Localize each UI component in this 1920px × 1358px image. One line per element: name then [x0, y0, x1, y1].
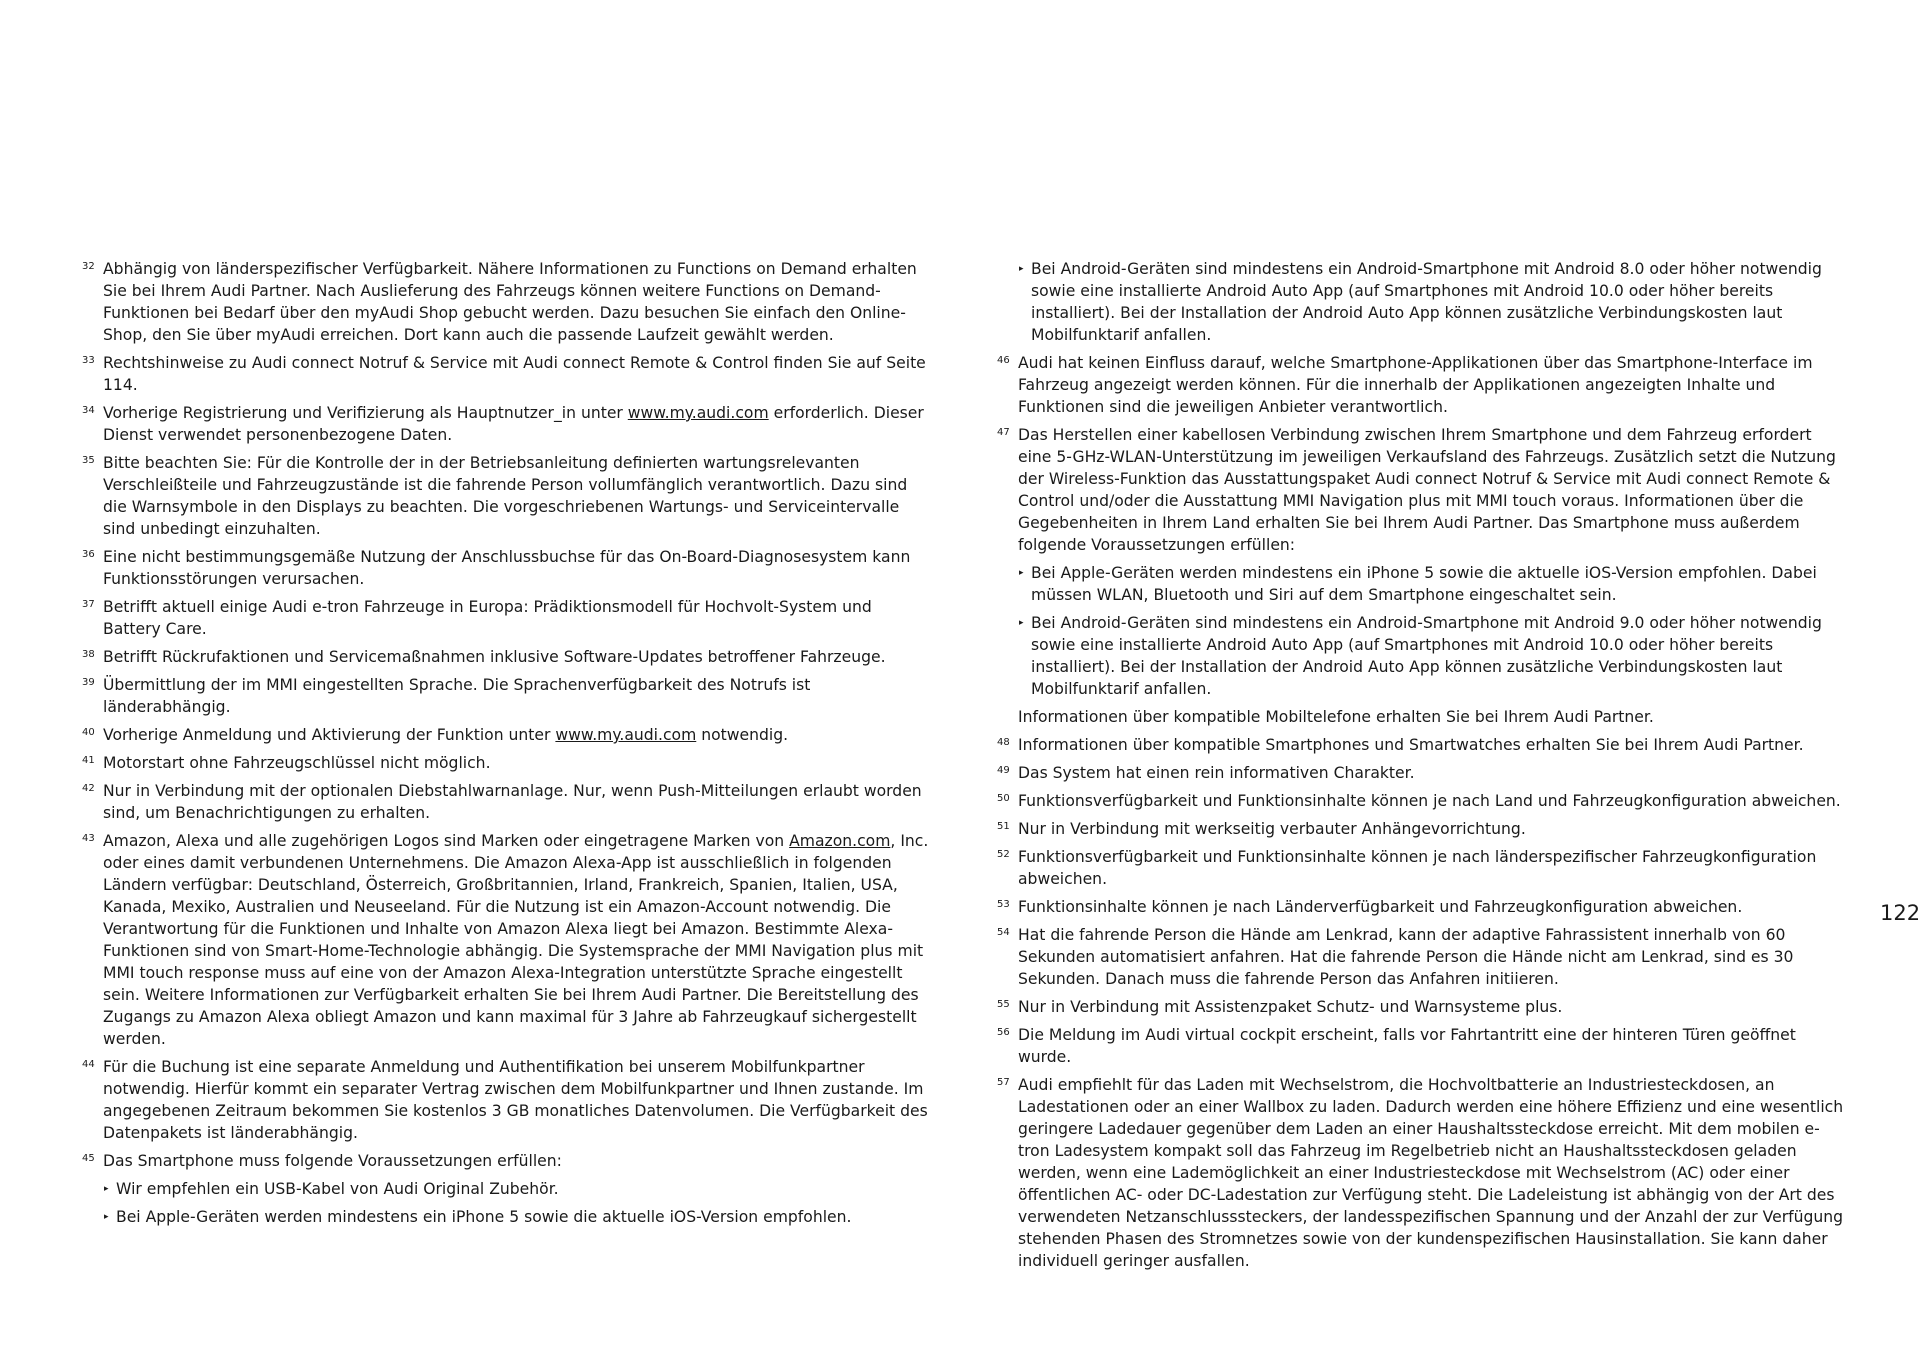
footnote-number: 55	[997, 999, 1010, 1010]
footnote-number: 40	[82, 727, 95, 738]
footnote-number: 49	[997, 765, 1010, 776]
footnote-number: 48	[997, 737, 1010, 748]
footnote-57	[997, 1074, 1845, 1272]
footnote-text-before: Amazon, Alexa und alle zugehörigen Logos sind Marken oder eingetragene Marken von	[103, 832, 790, 850]
footnote-55	[997, 996, 1845, 1018]
footnote-number: 35	[82, 455, 95, 466]
footnote-47	[997, 424, 1845, 728]
footnote-text: Informationen über kompatible Smartphones und Smartwatches erhalten Sie bei Ihrem Audi Partner.	[1018, 736, 1804, 754]
footnote-text: Nur in Verbindung mit der optionalen Diebstahlwarnanlage. Nur, wenn Push-Mitteilungen erlaubt worden sind, um Benachrichtigungen zu erhalten.	[103, 782, 922, 822]
footnote-text: Betrifft Rückrufaktionen und Servicemaßnahmen inklusive Software-Updates betroffener Fahrzeuge.	[103, 648, 886, 666]
footnote-56	[997, 1024, 1845, 1068]
footnote-text-after-list: Informationen über kompatible Mobiltelefone erhalten Sie bei Ihrem Audi Partner.	[1018, 708, 1654, 726]
footnote-text-after: , Inc. oder eines damit verbundenen Unternehmens. Die Amazon Alexa-App ist ausschließlich in folgenden Ländern verfügbar: Deutschland, Österreich, Großbritannien, Irland, Frankreich, Spanien, Italien, USA, Kanada, Mexiko, Australien und Neuseeland. Für die Nutzung ist ein Amazon-Account notwendig. Die Verantwortung für die Funktionen und Inhalte von Amazon Alexa liegt bei Amazon. Bestimmte Alexa-Funktionen sind von Smart-Home-Technologie abhängig. Die Systemsprache der MMI Navigation plus mit MMI touch response muss auf eine von der Amazon Alexa-Integration unterstützte Sprache eingestellt sein. Weitere Informationen zur Verfügbarkeit erhalten Sie bei Ihrem Audi Partner. Die Bereitstellung des Zugangs zu Amazon Alexa obliegt Amazon und kann maximal für 3 Jahre ab Fahrzeugkauf sichergestellt werden.	[103, 832, 929, 1048]
footnote-number: 42	[82, 783, 95, 794]
footnote-41	[82, 752, 932, 774]
bullet-triangle-icon: ▸	[104, 1184, 109, 1194]
footnote-text: Eine nicht bestimmungsgemäße Nutzung der Anschlussbuchse für das On-Board-Diagnosesystem kann Funktionsstörungen verursachen.	[103, 548, 911, 588]
footnote-text: Audi empfiehlt für das Laden mit Wechselstrom, die Hochvoltbatterie an Industriesteckdosen, an Ladestationen oder an einer Wallbox zu laden. Dadurch werden eine höhere Effizienz und eine wesentlich geringere Ladedauer gegenüber dem Laden an einer Haushaltssteckdose erreicht. Mit dem mobilen e-tron Ladesystem kompakt soll das Fahrzeug im Regelbetrieb nicht an Haushaltssteckdosen geladen werden, wenn eine Lademöglichkeit an einer Industriesteckdose mit Wechselstrom (AC) oder einer öffentlichen AC- oder DC-Ladestation zur Verfügung steht. Die Ladeleistung ist abhängig von der Art des verwendeten Netzanschlusssteckers, der landesspezifischen Spannung und der Anzahl der zur Verfügung stehenden Phasen des Stromnetzes sowie von der kundenspezifischen Hausinstallation. Sie kann daher individuell geringer ausfallen.	[1018, 1076, 1844, 1270]
footnote-text: Funktionsverfügbarkeit und Funktionsinhalte können je nach länderspezifischer Fahrzeugkonfiguration abweichen.	[1018, 848, 1817, 888]
footnote-number: 38	[82, 649, 95, 660]
footnote-text	[103, 830, 932, 1050]
footnote-number: 32	[82, 261, 95, 272]
footnote-32	[82, 258, 932, 346]
footnote-number: 33	[82, 355, 95, 366]
footnote-38	[82, 646, 932, 668]
footnote-54	[997, 924, 1845, 990]
footnote-52	[997, 846, 1845, 890]
bullet-text: Bei Android-Geräten sind mindestens ein Android-Smartphone mit Android 9.0 oder höher notwendig sowie eine installierte Android Auto App (auf Smartphones mit Android 10.0 oder höher bereits installiert). Bei der Installation der Android Auto App können zusätzliche Verbindungskosten laut Mobilfunktarif anfallen.	[1031, 614, 1822, 698]
bullet-list	[103, 1178, 932, 1228]
footnotes-right-column	[997, 258, 1845, 1278]
bullet-text: Bei Apple-Geräten werden mindestens ein iPhone 5 sowie die aktuelle iOS-Version empfohlen. Dabei müssen WLAN, Bluetooth und Siri auf dem Smartphone eingeschaltet sein.	[1031, 564, 1817, 604]
footnote-number: 53	[997, 899, 1010, 910]
bullet-text: Bei Android-Geräten sind mindestens ein Android-Smartphone mit Android 8.0 oder höher notwendig sowie eine installierte Android Auto App (auf Smartphones mit Android 10.0 oder höher bereits installiert). Bei der Installation der Android Auto App können zusätzliche Verbindungskosten laut Mobilfunktarif anfallen.	[1031, 260, 1822, 344]
footnote-number: 43	[82, 833, 95, 844]
bullet-item	[1018, 612, 1845, 700]
footnote-text: Bitte beachten Sie: Für die Kontrolle der in der Betriebsanleitung definierten wartungsrelevanten Verschleißteile und Fahrzeugzustände ist die fahrende Person vollumfänglich verantwortlich. Dazu sind die Warnsymbole in den Displays zu beachten. Die vorgeschriebenen Wartungs- und Serviceintervalle sind unbedingt einzuhalten.	[103, 454, 908, 538]
bullet-item	[1018, 562, 1845, 606]
footnote-number: 44	[82, 1059, 95, 1070]
bullet-item	[103, 1206, 932, 1228]
footnote-49	[997, 762, 1845, 784]
footnote-number: 41	[82, 755, 95, 766]
footnote-text: Das Herstellen einer kabellosen Verbindung zwischen Ihrem Smartphone und dem Fahrzeug erfordert eine 5-GHz-WLAN-Unterstützung im jeweiligen Verkaufsland des Fahrzeugs. Zusätzlich setzt die Nutzung der Wireless-Funktion das Ausstattungspaket Audi connect Notruf & Service mit Audi connect Remote & Control und/oder die Ausstattung MMI Navigation plus mit MMI touch voraus. Informationen über die Gegebenheiten in Ihrem Land erhalten Sie bei Ihrem Audi Partner. Das Smartphone muss außerdem folgende Voraussetzungen erfüllen:	[1018, 426, 1836, 554]
footnote-text: Nur in Verbindung mit Assistenzpaket Schutz- und Warnsysteme plus.	[1018, 998, 1563, 1016]
footnote-text: Für die Buchung ist eine separate Anmeldung und Authentifikation bei unserem Mobilfunkpartner notwendig. Hierfür kommt ein separater Vertrag zwischen dem Mobilfunkpartner und Ihnen zustande. Im angegebenen Zeitraum bekommen Sie kostenlos 3 GB monatliches Datenvolumen. Die Verfügbarkeit des Datenpakets ist länderabhängig.	[103, 1058, 928, 1142]
footnote-number: 50	[997, 793, 1010, 804]
footnote-text: Funktionsinhalte können je nach Länderverfügbarkeit und Fahrzeugkonfiguration abweichen.	[1018, 898, 1743, 916]
my-audi-link[interactable]: www.my.audi.com	[627, 404, 769, 422]
footnote-text-after: notwendig.	[696, 726, 789, 744]
bullet-list	[1018, 562, 1845, 700]
bullet-triangle-icon: ▸	[1019, 568, 1024, 578]
footnote-text: Audi hat keinen Einfluss darauf, welche Smartphone-Applikationen über das Smartphone-Interface im Fahrzeug angezeigt werden können. Für die innerhalb der Applikationen angezeigten Inhalte und Funktionen sind die jeweiligen Anbieter verantwortlich.	[1018, 354, 1813, 416]
footnotes-left-column	[82, 258, 932, 1234]
bullet-list	[1018, 258, 1845, 346]
footnote-34	[82, 402, 932, 446]
footnote-33	[82, 352, 932, 396]
footnote-text: Abhängig von länderspezifischer Verfügbarkeit. Nähere Informationen zu Functions on Demand erhalten Sie bei Ihrem Audi Partner. Nach Auslieferung des Fahrzeugs können weitere Functions on Demand-Funktionen bei Bedarf über den myAudi Shop gebucht werden. Dazu besuchen Sie einfach den Online-Shop, den Sie über myAudi erreichen. Dort kann auch die passende Laufzeit gewählt werden.	[103, 260, 917, 344]
footnote-number: 52	[997, 849, 1010, 860]
footnote-number: 46	[997, 355, 1010, 366]
footnote-text: Übermittlung der im MMI eingestellten Sprache. Die Sprachenverfügbarkeit des Notrufs ist länderabhängig.	[103, 676, 811, 716]
footnote-36	[82, 546, 932, 590]
footnote-39	[82, 674, 932, 718]
bullet-text: Bei Apple-Geräten werden mindestens ein iPhone 5 sowie die aktuelle iOS-Version empfohlen.	[116, 1208, 852, 1226]
footnote-number: 39	[82, 677, 95, 688]
footnote-48	[997, 734, 1845, 756]
my-audi-link[interactable]: www.my.audi.com	[555, 726, 697, 744]
footnote-number: 36	[82, 549, 95, 560]
footnote-text: Das System hat einen rein informativen Charakter.	[1018, 764, 1415, 782]
footnote-53	[997, 896, 1845, 918]
footnote-51	[997, 818, 1845, 840]
footnote-42	[82, 780, 932, 824]
footnote-text	[103, 402, 932, 446]
bullet-triangle-icon: ▸	[104, 1212, 109, 1222]
footnote-44	[82, 1056, 932, 1144]
footnote-35	[82, 452, 932, 540]
page-number: 122	[1880, 901, 1920, 925]
bullet-item	[103, 1178, 932, 1200]
footnote-text-before: Vorherige Registrierung und Verifizierung als Hauptnutzer_in unter	[103, 404, 628, 422]
bullet-triangle-icon: ▸	[1019, 264, 1024, 274]
footnote-45	[82, 1150, 932, 1228]
footnote-text-before: Vorherige Anmeldung und Aktivierung der Funktion unter	[103, 726, 556, 744]
bullet-triangle-icon: ▸	[1019, 618, 1024, 628]
footnote-43	[82, 830, 932, 1050]
footnote-37	[82, 596, 932, 640]
footnote-50	[997, 790, 1845, 812]
footnote-text: Motorstart ohne Fahrzeugschlüssel nicht möglich.	[103, 754, 491, 772]
footnote-number: 54	[997, 927, 1010, 938]
footnote-text-after: erforderlich. Dieser Dienst verwendet personenbezogene Daten.	[103, 404, 924, 444]
footnote-45-continued	[997, 258, 1845, 346]
footnote-number: 37	[82, 599, 95, 610]
bullet-item	[1018, 258, 1845, 346]
footnote-40	[82, 724, 932, 746]
bullet-text: Wir empfehlen ein USB-Kabel von Audi Original Zubehör.	[116, 1180, 559, 1198]
footnote-text: Betrifft aktuell einige Audi e-tron Fahrzeuge in Europa: Prädiktionsmodell für Hochvolt-System und Battery Care.	[103, 598, 872, 638]
footnote-text: Funktionsverfügbarkeit und Funktionsinhalte können je nach Land und Fahrzeugkonfiguration abweichen.	[1018, 792, 1841, 810]
footnote-text: Das Smartphone muss folgende Voraussetzungen erfüllen:	[103, 1152, 562, 1170]
footnote-number: 57	[997, 1077, 1010, 1088]
footnote-46	[997, 352, 1845, 418]
footnote-number: 45	[82, 1153, 95, 1164]
footnote-number: 51	[997, 821, 1010, 832]
footnote-text: Die Meldung im Audi virtual cockpit erscheint, falls vor Fahrtantritt eine der hinteren Türen geöffnet wurde.	[1018, 1026, 1796, 1066]
footnote-number: 34	[82, 405, 95, 416]
footnote-text	[103, 724, 932, 746]
footnote-number: 56	[997, 1027, 1010, 1038]
footnote-text: Rechtshinweise zu Audi connect Notruf & Service mit Audi connect Remote & Control finden Sie auf Seite 114.	[103, 354, 926, 394]
footnote-text: Hat die fahrende Person die Hände am Lenkrad, kann der adaptive Fahrassistent innerhalb von 60 Sekunden automatisiert anfahren. Hat die fahrende Person die Hände nicht am Lenkrad, sind es 30 Sekunden. Danach muss die fahrende Person das Anfahren initiieren.	[1018, 926, 1794, 988]
footnote-number: 47	[997, 427, 1010, 438]
footnote-text: Nur in Verbindung mit werkseitig verbauter Anhängevorrichtung.	[1018, 820, 1526, 838]
amazon-link[interactable]: Amazon.com	[789, 832, 891, 850]
